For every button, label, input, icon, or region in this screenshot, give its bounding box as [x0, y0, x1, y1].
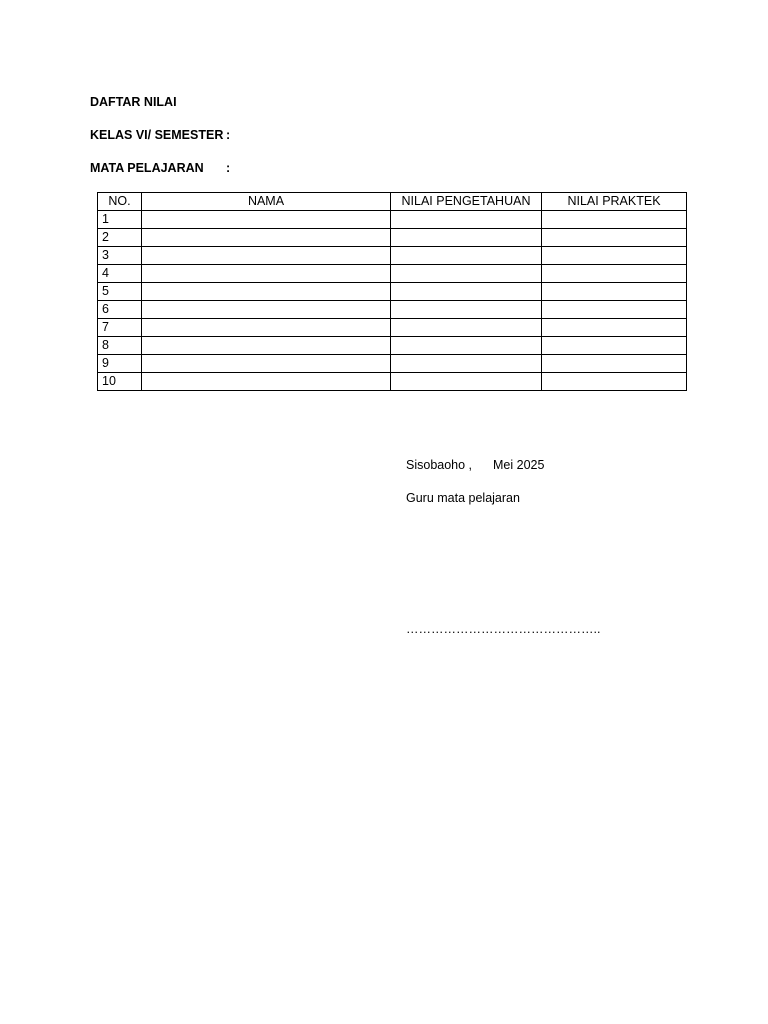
table-row [98, 373, 687, 391]
knowledge-score-cell [391, 355, 542, 373]
practice-score-cell [542, 211, 687, 229]
row-number: 8 [98, 337, 142, 355]
name-cell [142, 319, 391, 337]
name-cell [142, 211, 391, 229]
header-nilai-praktek: NILAI PRAKTEK [542, 193, 687, 211]
practice-score-cell [542, 337, 687, 355]
practice-score-cell [542, 229, 687, 247]
row-number: 2 [98, 229, 142, 247]
table-header-row [98, 193, 687, 211]
row-number: 6 [98, 301, 142, 319]
header-nilai-pengetahuan: NILAI PENGETAHUAN [391, 193, 542, 211]
row-number: 4 [98, 265, 142, 283]
knowledge-score-cell [391, 229, 542, 247]
practice-score-cell [542, 301, 687, 319]
name-cell [142, 355, 391, 373]
signature-date: Mei 2025 [493, 458, 545, 472]
class-semester-colon: : [226, 128, 231, 142]
knowledge-score-cell [391, 211, 542, 229]
practice-score-cell [542, 355, 687, 373]
table-row [98, 247, 687, 265]
row-number: 10 [98, 373, 142, 391]
knowledge-score-cell [391, 373, 542, 391]
name-cell [142, 337, 391, 355]
row-number: 9 [98, 355, 142, 373]
table-row [98, 283, 687, 301]
subject-colon: : [226, 161, 231, 175]
signature-place: Sisobaoho , [406, 458, 473, 472]
row-number: 3 [98, 247, 142, 265]
practice-score-cell [542, 319, 687, 337]
header-nama: NAMA [142, 193, 391, 211]
knowledge-score-cell [391, 283, 542, 301]
practice-score-cell [542, 247, 687, 265]
table-row [98, 229, 687, 247]
practice-score-cell [542, 283, 687, 301]
table-row [98, 337, 687, 355]
knowledge-score-cell [391, 265, 542, 283]
row-number: 1 [98, 211, 142, 229]
table-row [98, 319, 687, 337]
practice-score-cell [542, 373, 687, 391]
class-semester-label: KELAS VI/ SEMESTER [90, 128, 224, 142]
name-cell [142, 229, 391, 247]
signature-role: Guru mata pelajaran [406, 491, 520, 505]
row-number: 5 [98, 283, 142, 301]
table-row [98, 301, 687, 319]
signature-name-line: ……………………………………….. [406, 622, 601, 636]
name-cell [142, 265, 391, 283]
name-cell [142, 247, 391, 265]
document-title: DAFTAR NILAI [90, 95, 177, 109]
table-row [98, 211, 687, 229]
knowledge-score-cell [391, 247, 542, 265]
table-row [98, 265, 687, 283]
name-cell [142, 283, 391, 301]
table-row [98, 355, 687, 373]
grades-table [97, 192, 687, 391]
knowledge-score-cell [391, 301, 542, 319]
name-cell [142, 301, 391, 319]
subject-label: MATA PELAJARAN [90, 161, 204, 175]
practice-score-cell [542, 265, 687, 283]
row-number: 7 [98, 319, 142, 337]
header-no: NO. [98, 193, 142, 211]
knowledge-score-cell [391, 337, 542, 355]
knowledge-score-cell [391, 319, 542, 337]
name-cell [142, 373, 391, 391]
